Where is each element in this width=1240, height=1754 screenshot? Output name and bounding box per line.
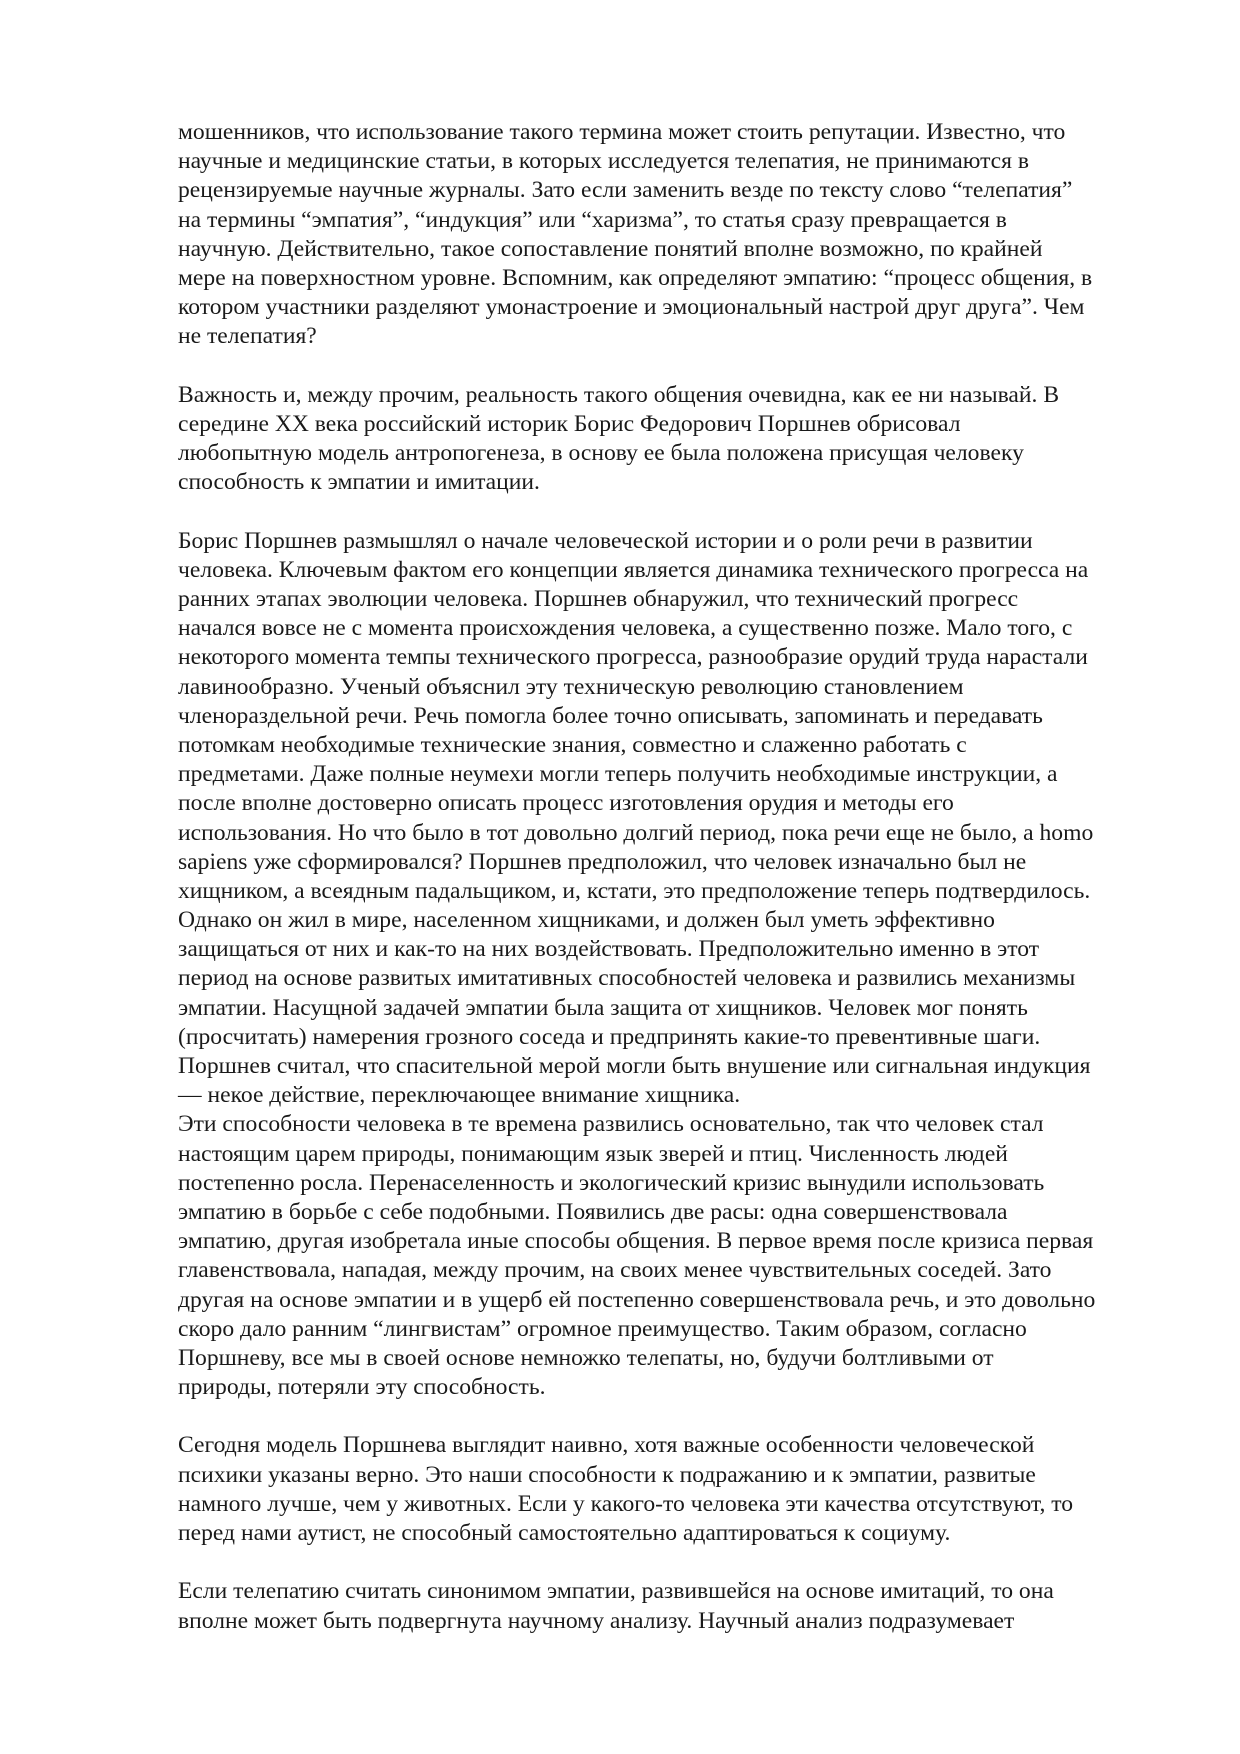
text-line: не телепатия? bbox=[178, 323, 317, 350]
text-line: мошенников, что использование такого термина может стоить репутации. Известно, что bbox=[178, 119, 1066, 145]
text-line: начался вовсе не с момента происхождения человека, а существенно позже. Мало того, с bbox=[178, 615, 1073, 642]
text-line: настоящим царем природы, понимающим язык зверей и птиц. Численность людей bbox=[178, 1140, 1008, 1167]
document-body bbox=[178, 118, 1188, 1636]
text-line: период на основе развитых имитативных способностей человека и развились механизмы bbox=[178, 965, 1076, 992]
text-line: sapiens уже сформировался? Поршнев предположил, что человек изначально был не bbox=[178, 848, 1027, 875]
text-line: защищаться от них и как-то на них воздействовать. Предположительно именно в этот bbox=[178, 936, 1040, 963]
text-line: мере на поверхностном уровне. Вспомним, как определяют эмпатию: “процесс общения, в bbox=[178, 264, 1093, 291]
text-line: перед нами аутист, не способный самостоятельно адаптироваться к социуму. bbox=[178, 1520, 951, 1546]
text-line: потомкам необходимые технические знания, совместно и слаженно работать с bbox=[178, 731, 967, 758]
text-line: котором участники разделяют умонастроение и эмоциональный настрой друг друга”. Чем bbox=[178, 294, 1085, 321]
text-line: Поршневу, все мы в своей основе немножко телепаты, но, будучи болтливыми от bbox=[178, 1344, 994, 1371]
text-line: психики указаны верно. Это наши способности к подражанию и к эмпатии, развитые bbox=[178, 1461, 1036, 1488]
text-line: после вполне достоверно описать процесс изготовления орудия и методы его bbox=[178, 790, 954, 817]
text-line: вполне может быть подвергнута научному анализу. Научный анализ подразумевает bbox=[178, 1607, 1015, 1634]
text-line: способность к эмпатии и имитации. bbox=[178, 469, 540, 496]
text-line: научные и медицинские статьи, в которых исследуется телепатия, не принимаются в bbox=[178, 148, 1030, 175]
text-line: Если телепатию считать синонимом эмпатии, развившейся на основе имитаций, то она bbox=[178, 1578, 1054, 1605]
text-line: на термины “эмпатия”, “индукция” или “харизма”, то статья сразу превращается в bbox=[178, 206, 1007, 233]
text-line: середине XX века российский историк Борис Федорович Поршнев обрисовал bbox=[178, 410, 961, 437]
paragraph bbox=[178, 1431, 1188, 1548]
text-line: лавинообразно. Ученый объяснил эту техническую революцию становлением bbox=[178, 673, 964, 700]
paragraph-gap bbox=[178, 1548, 1188, 1577]
text-line: эмпатию в борьбе с себе подобными. Появились две расы: одна совершенствовала bbox=[178, 1198, 1008, 1225]
text-line: некоторого момента темпы технического прогресса, разнообразие орудий труда нарастали bbox=[178, 644, 1088, 671]
text-line: природы, потеряли эту способность. bbox=[178, 1374, 546, 1401]
paragraph bbox=[178, 1577, 1188, 1635]
text-line: Поршнев считал, что спасительной мерой могли быть внушение или сигнальная индукция bbox=[178, 1053, 1091, 1079]
text-line: — некое действие, переключающее внимание хищника. bbox=[178, 1082, 741, 1109]
paragraph-gap bbox=[178, 352, 1188, 381]
text-line: главенствовала, нападая, между прочим, на своих менее чувствительных соседей. Зато bbox=[178, 1257, 1052, 1284]
text-line: Сегодня модель Поршнева выглядит наивно, хотя важные особенности человеческой bbox=[178, 1432, 1035, 1459]
text-line: Борис Поршнев размышлял о начале человеческой истории и о роли речи в развитии bbox=[178, 527, 1033, 554]
text-line: скоро дало ранним “лингвистам” огромное преимущество. Таким образом, согласно bbox=[178, 1315, 1027, 1342]
text-line: Важность и, между прочим, реальность такого общения очевидна, как ее ни называй. В bbox=[178, 381, 1060, 408]
text-line: предметами. Даже полные неумехи могли теперь получить необходимые инструкции, а bbox=[178, 761, 1058, 788]
paragraph-gap bbox=[178, 1402, 1188, 1431]
paragraph bbox=[178, 527, 1188, 1403]
text-line: хищником, а всеядным падальщиком, и, кстати, это предположение теперь подтвердилось. bbox=[178, 877, 1091, 904]
text-line: ранних этапах эволюции человека. Поршнев обнаружил, что технический прогресс bbox=[178, 586, 1019, 612]
text-line: человека. Ключевым фактом его концепции является динамика технического прогресса на bbox=[178, 556, 1089, 583]
text-line: научную. Действительно, такое сопоставление понятий вполне возможно, по крайней bbox=[178, 235, 1043, 262]
text-line: рецензируемые научные журналы. Зато если заменить везде по тексту слово “телепатия” bbox=[178, 177, 1073, 204]
text-line: членораздельной речи. Речь помогла более точно описывать, запоминать и передавать bbox=[178, 702, 1043, 729]
paragraph bbox=[178, 381, 1188, 498]
paragraph bbox=[178, 118, 1188, 352]
paragraph-gap bbox=[178, 497, 1188, 526]
text-line: Однако он жил в мире, населенном хищниками, и должен был уметь эффективно bbox=[178, 907, 995, 934]
text-line: эмпатии. Насущной задачей эмпатии была защита от хищников. Человек мог понять bbox=[178, 994, 1028, 1021]
text-line: любопытную модель антропогенеза, в основу ее была положена присущая человеку bbox=[178, 440, 1024, 467]
text-line: (просчитать) намерения грозного соседа и предпринять какие-то превентивные шаги. bbox=[178, 1023, 1041, 1050]
text-line: использования. Но что было в тот довольно долгий период, пока речи еще не было, а homo bbox=[178, 819, 1094, 846]
text-line: постепенно росла. Перенаселенность и экологический кризис вынудили использовать bbox=[178, 1169, 1045, 1196]
text-line: Эти способности человека в те времена развились основательно, так что человек стал bbox=[178, 1111, 1044, 1138]
text-line: эмпатию, другая изобретала иные способы общения. В первое время после кризиса первая bbox=[178, 1228, 1094, 1255]
text-line: намного лучше, чем у животных. Если у какого-то человека эти качества отсутствуют, то bbox=[178, 1490, 1074, 1517]
text-line: другая на основе эмпатии и в ущерб ей постепенно совершенствовала речь, и это довольно bbox=[178, 1286, 1096, 1313]
